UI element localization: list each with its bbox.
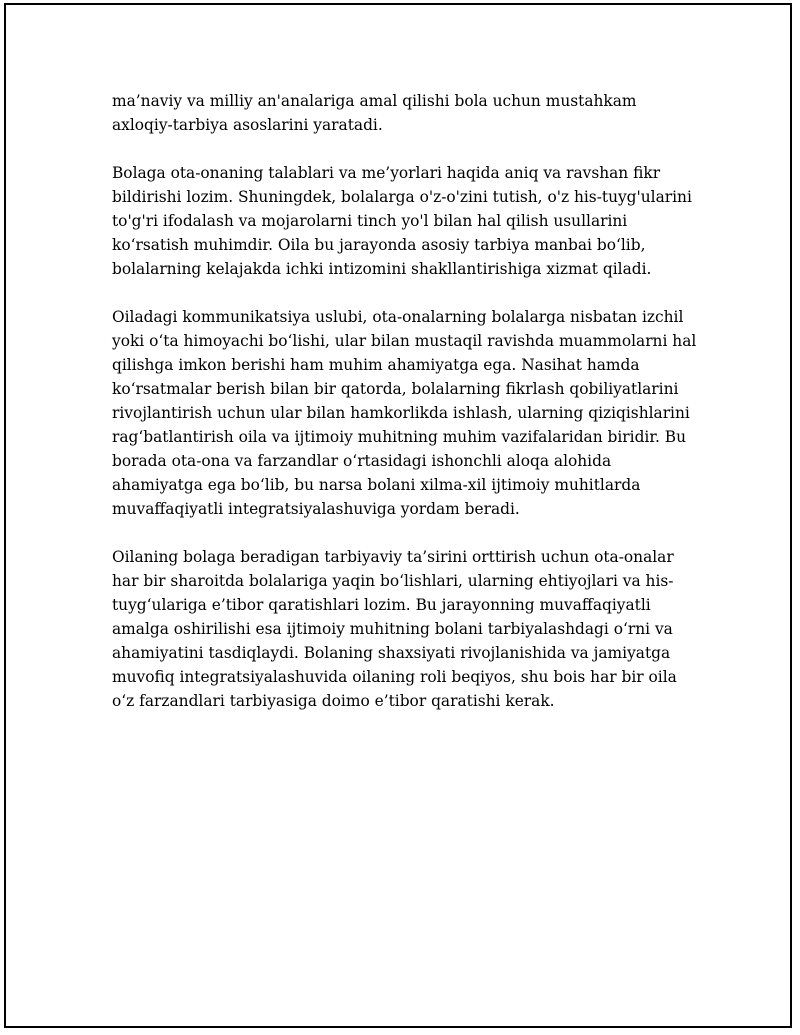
document-body	[112, 89, 697, 737]
paragraph-4: Oilaning bolaga beradigan tarbiyaviy ta’sirini orttirish uchun ota-onalar har bir sharoitda bolalariga yaqin bo‘lishlari, ularning ehtiyojlari va his-tuyg‘ulariga e’tibor qaratishlari lozim. Bu jarayonning muvaffaqiyatli amalga oshirilishi esa ijtimoiy muhitning bolani tarbiyalashdagi o‘rni va ahamiyatini tasdiqlaydi. Bolaning shaxsiyati rivojlanishida va jamiyatga muvofiq integratsiyalashuvida oilaning roli beqiyos, shu bois har bir oila o‘z farzandlari tarbiyasiga doimo e’tibor qaratishi kerak.	[112, 548, 677, 710]
paragraph-2: Bolaga ota-onaning talablari va me’yorlari haqida aniq va ravshan fikr bildirishi lozim. Shuningdek, bolalarga o'z-o'zini tutish, o'z his-tuyg'ularini to'g'ri ifodalash va mojarolarni tinch yo'l bilan hal qilish usullarini ko‘rsatish muhimdir. Oila bu jarayonda asosiy tarbiya manbai bo‘lib, bolalarning kelajakda ichki intizomini shakllantirishiga xizmat qiladi.	[112, 164, 692, 278]
paragraph-1: ma’naviy va milliy an'analariga amal qilishi bola uchun mustahkam axloqiy-tarbiya asoslarini yaratadi.	[112, 92, 637, 134]
paragraph-3: Oiladagi kommunikatsiya uslubi, ota-onalarning bolalarga nisbatan izchil yoki o‘ta himoyachi bo‘lishi, ular bilan mustaqil ravishda muammolarni hal qilishga imkon berishi ham muhim ahamiyatga ega. Nasihat hamda ko‘rsatmalar berish bilan bir qatorda, bolalarning fikrlash qobiliyatlarini rivojlantirish uchun ular bilan hamkorlikda ishlash, ularning qiziqishlarini rag‘batlantirish oila va ijtimoiy muhitning muhim vazifalaridan biridir. Bu borada ota-ona va farzandlar o‘rtasidagi ishonchli aloqa alohida ahamiyatga ega bo‘lib, bu narsa bolani xilma-xil ijtimoiy muhitlarda muvaffaqiyatli integratsiyalashuviga yordam beradi.	[112, 308, 697, 518]
